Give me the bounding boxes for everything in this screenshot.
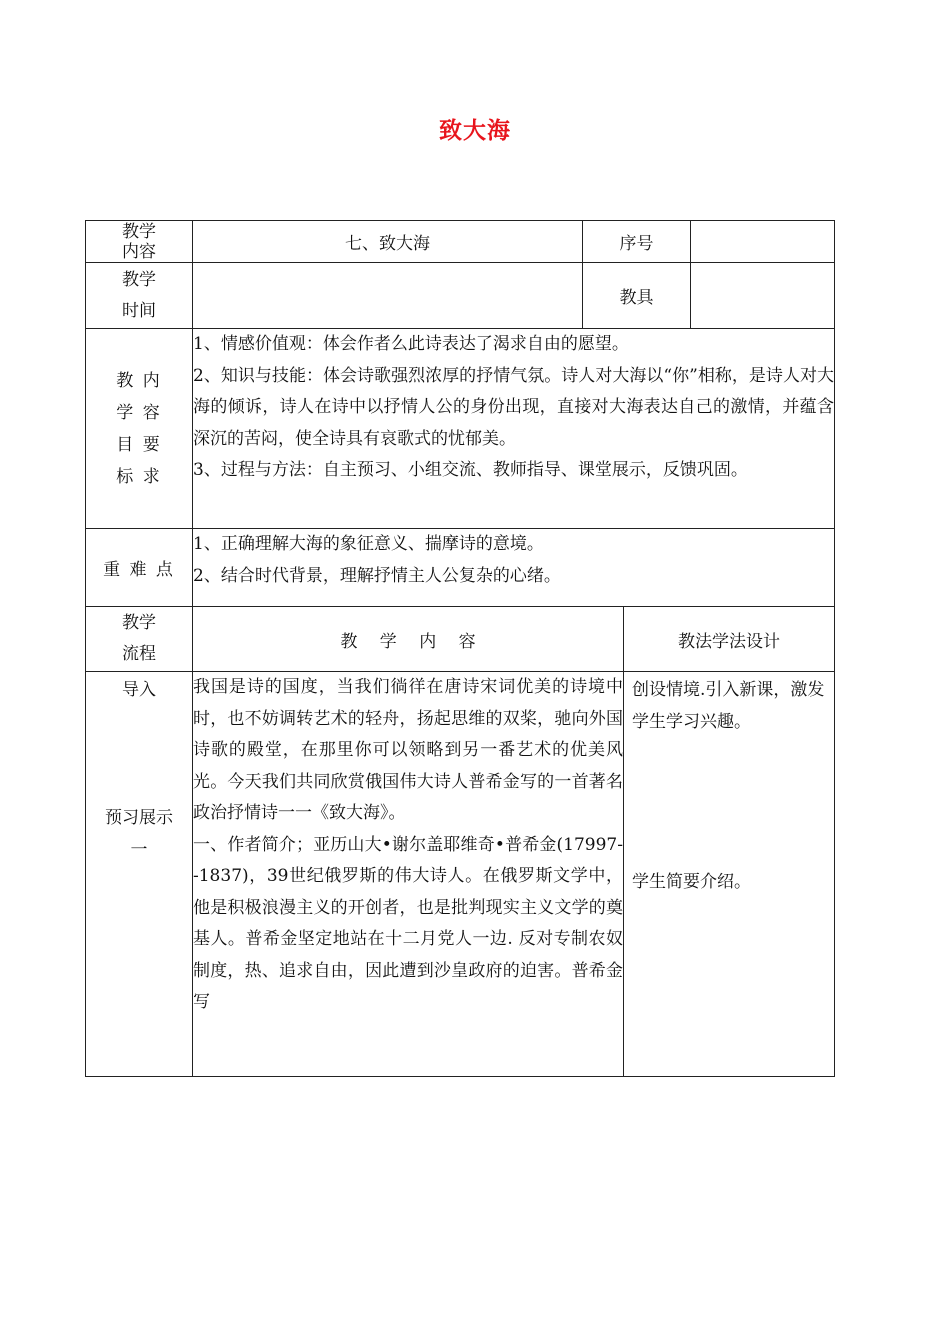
label-teaching-time: 教学 时间 [86, 263, 193, 329]
method-item: 创设情境.引入新课，激发学生学习兴趣。 [632, 680, 825, 732]
difficulty-item: 2、结合时代背景，理解抒情主人公复杂的心绪。 [193, 565, 561, 586]
row-content [86, 221, 835, 263]
step-intro: 导入 [122, 680, 156, 700]
teaching-content-value: 七、致大海 [193, 221, 583, 263]
label-teaching-process: 教学 流程 [86, 607, 193, 672]
goal-item: 1、情感价值观：体会作者么此诗表达了渴求自由的愿望。 [193, 334, 629, 354]
content-paragraph: 我国是诗的国度，当我们徜徉在唐诗宋词优美的诗境中时，也不妨调转艺术的轻舟，扬起思维的双桨，驰向外国诗歌的殿堂，在那里你可以领略到另一番艺术的优美风光。今天我们共同欣赏俄国伟大诗人普希金写的一首著名政治抒情诗一一《致大海》。 [193, 677, 623, 823]
header-teaching-content: 教 学 内 容 [193, 607, 624, 672]
row-difficulties [86, 529, 835, 607]
label-key-difficulties: 重 难 点 [86, 529, 193, 607]
goal-item: 3、过程与方法：自主预习、小组交流、教师指导、课堂展示，反馈巩固。 [193, 460, 748, 480]
teaching-time-value [193, 263, 583, 329]
goal-item: 2、知识与技能：体会诗歌强烈浓厚的抒情气氛。诗人对大海以“你”相称，是诗人对大海的倾诉，诗人在诗中以抒情人公的身份出现，直接对大海表达自己的激情，并蕴含深沉的苦闷，使全诗具有哀歌式的忧郁美。 [193, 365, 834, 449]
difficulty-item: 1、正确理解大海的象征意义、揣摩诗的意境。 [193, 534, 544, 554]
sequence-number-value [691, 221, 835, 263]
process-steps [86, 672, 193, 1077]
header-method-design: 教法学法设计 [624, 607, 835, 672]
step-preview: 预习展示 一 [105, 808, 173, 860]
label-teaching-goals: 教 内 学 容 目 要 标 求 [86, 329, 193, 529]
label-teaching-content: 教学 内容 [86, 221, 193, 263]
label-sequence-number: 序号 [583, 221, 691, 263]
row-process-header [86, 607, 835, 672]
row-process-body [86, 672, 835, 1077]
content-paragraph: 一、作者简介；亚历山大•谢尔盖耶维奇•普希金(17997--1837)，39世纪俄罗斯的伟大诗人。在俄罗斯文学中，他是积极浪漫主义的开创者，也是批判现实主义文学的奠基人。普希金坚定地站在十二月党人一边. 反对专制农奴制度，热、追求自由，因此遭到沙皇政府的迫害。普希金写 [193, 834, 623, 1012]
process-content [193, 672, 624, 1077]
document-title: 致大海 [439, 118, 511, 144]
label-teaching-tools: 教具 [583, 263, 691, 329]
key-difficulties-content [193, 529, 835, 607]
lesson-plan-table [85, 220, 835, 1077]
method-item: 学生简要介绍。 [632, 872, 751, 892]
row-time [86, 263, 835, 329]
row-goals [86, 329, 835, 529]
teaching-goals-content [193, 329, 835, 529]
teaching-tools-value [691, 263, 835, 329]
process-methods [624, 672, 835, 1077]
